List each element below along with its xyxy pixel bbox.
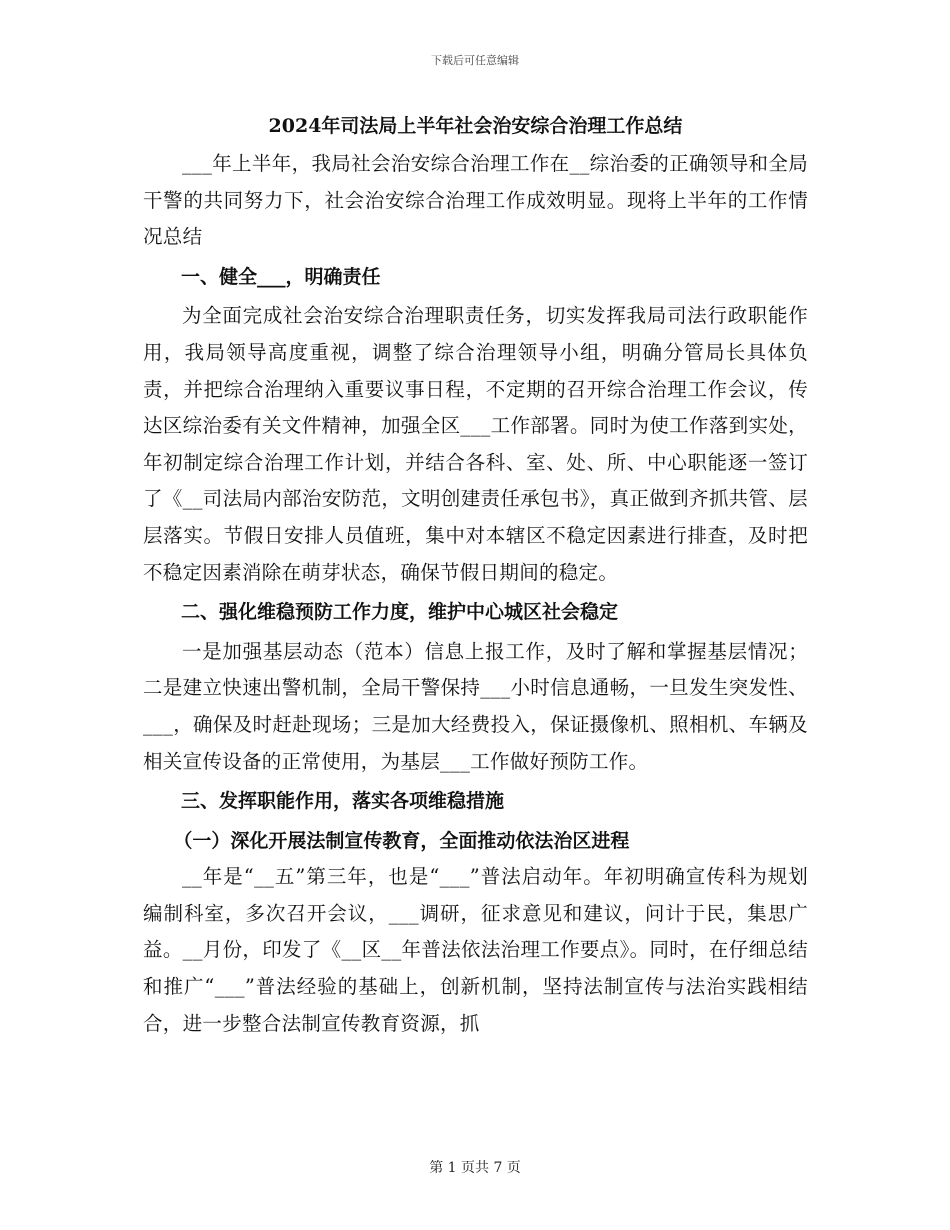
section-1-body: 为全面完成社会治安综合治理职责任务，切实发挥我局司法行政职能作用，我局领导高度重视，调整了综合治理领导小组，明确分管局长具体负责，并把综合治理纳入重要议事日程，不定期的召开综合治理工作会议，传达区综治委有关文件精神，加强全区___工作部署。同时为使工作落到实处，年初制定综合治理工作计划，并结合各科、室、处、所、中心职能逐一签订了《__司法局内部治安防范，文明创建责任承包书》，真正做到齐抓共管、层层落实。节假日安排人员值班，集中对本辖区不稳定因素进行排查，及时把不稳定因素消除在萌芽状态，确保节假日期间的稳定。 (143, 304, 808, 584)
section-1-heading: 一、健全___，明确责任 (181, 265, 381, 288)
section-3-body: __年是“__五”第三年，也是“___”普法启动年。年初明确宣传科为规划编制科室，多次召开会议，___调研，征求意见和建议，问计于民，集思广益。__月份，印发了《__区__年普法依法治理工作要点》。同时，在仔细总结和推广“___”普法经验的基础上，创新机制，坚持法制宣传与法治实践相结合，进一步整合法制宣传教育资源，抓 (143, 865, 808, 1035)
page-footer: 第 1 页共 7 页 (429, 1160, 521, 1176)
document-body (143, 112, 808, 1042)
document-title: 2024年司法局上半年社会治安综合治理工作总结 (268, 115, 683, 137)
section-2-heading: 二、强化维稳预防工作力度，维护中心城区社会稳定 (181, 601, 619, 624)
section-3-heading: 三、发挥职能作用，落实各项维稳措施 (181, 790, 505, 813)
section-2-body: 一是加强基层动态（范本）信息上报工作，及时了解和掌握基层情况；二是建立快速出警机制，全局干警保持___小时信息通畅，一旦发生突发性、___，确保及时赶赴现场；三是加大经费投入，保证摄像机、照相机、车辆及相关宣传设备的正常使用，为基层___工作做好预防工作。 (143, 639, 808, 773)
page-header: 下载后可任意编辑 (431, 54, 519, 67)
intro-paragraph: ___年上半年，我局社会治安综合治理工作在__综治委的正确领导和全局干警的共同努力下，社会治安综合治理工作成效明显。现将上半年的工作情况总结 (143, 152, 808, 249)
section-3-subheading: （一）深化开展法制宣传教育，全面推动依法治区进程 (173, 829, 630, 852)
